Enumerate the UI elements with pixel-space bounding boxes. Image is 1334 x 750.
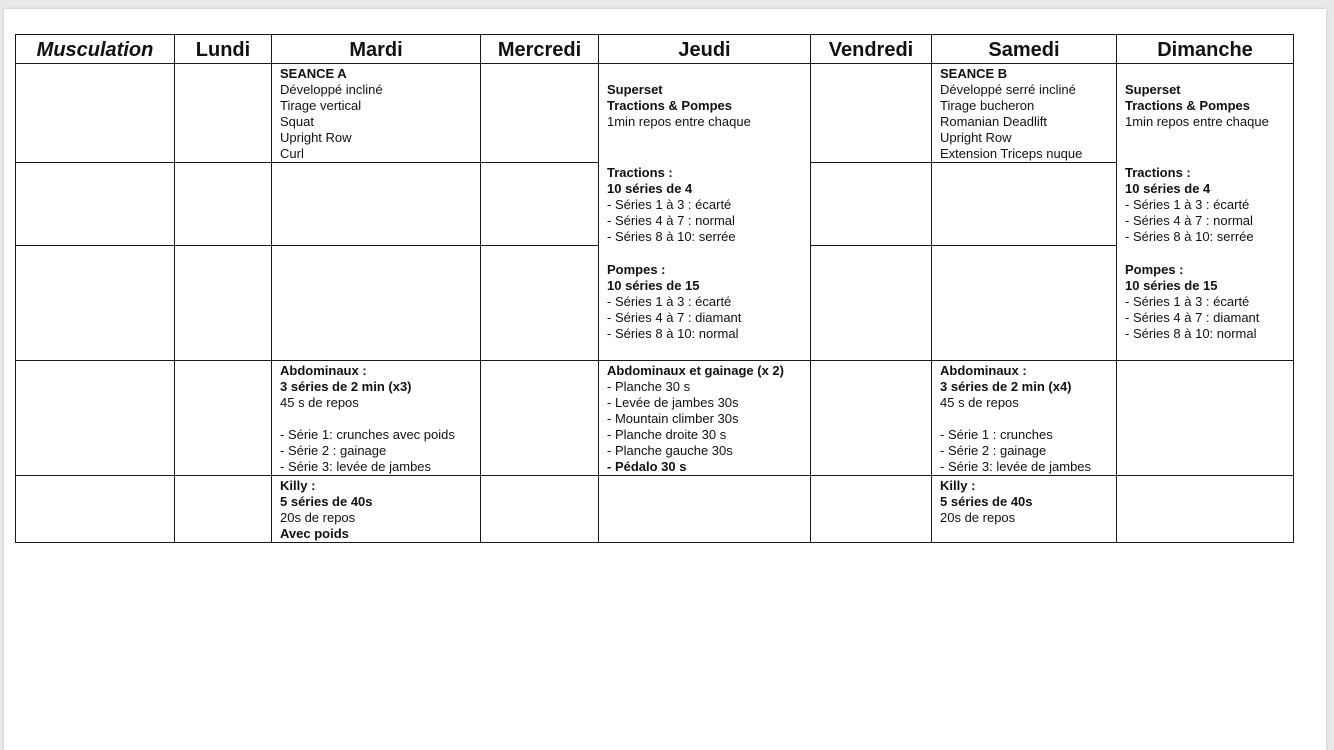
header-lundi: Lundi [175,35,272,64]
empty-cell [481,476,599,543]
header-samedi: Samedi [932,35,1117,64]
seance-title: SEANCE B [940,66,1008,81]
abdos-item: - Série 3: levée de jambes [280,459,432,474]
dimanche-tractions-cell [1117,163,1294,246]
superset-title: Superset [1125,82,1181,97]
tractions-item: - Séries 8 à 10: serrée [1125,228,1254,244]
tractions-item: - Séries 4 à 7 : normal [1125,212,1253,228]
killy-title: Killy : [940,478,976,493]
abdos-item: - Planche droite 30 s [607,427,727,442]
table-row [16,163,1294,246]
tractions-item: - Séries 8 à 10: serrée [607,228,736,244]
exercise-item: Upright Row [940,130,1012,145]
abdos-rest: 45 s de repos [280,395,359,410]
abdos-sets: 3 séries de 2 min (x3) [280,379,412,394]
exercise-item: Extension Triceps nuque [940,146,1083,161]
empty-cell [175,361,272,476]
superset-name: Tractions & Pompes [607,98,732,113]
tractions-sets: 10 séries de 4 [1125,180,1211,196]
pompes-item: - Séries 1 à 3 : écarté [1125,293,1250,309]
abdos-item: - Série 2 : gainage [280,443,387,458]
abdos-item: - Série 1 : crunches [940,427,1053,442]
tractions-sets: 10 séries de 4 [607,180,693,196]
spacer [280,411,473,427]
mardi-killy-cell [272,476,481,543]
tractions-item: - Séries 1 à 3 : écarté [1125,196,1250,212]
tractions-item: - Séries 1 à 3 : écarté [607,196,732,212]
abdos-item: - Série 3: levée de jambes [940,459,1092,474]
samedi-abdos-cell [932,361,1117,476]
killy-sets: 5 séries de 40s [940,494,1033,509]
seance-title: SEANCE A [280,66,347,81]
empty-cell [932,246,1117,361]
training-schedule-table [15,34,1294,543]
abdos-sets: 3 séries de 2 min (x4) [940,379,1072,394]
abdos-title: Abdominaux : [940,363,1027,378]
empty-cell [481,246,599,361]
table-row [16,361,1294,476]
empty-cell [811,361,932,476]
empty-cell [16,476,175,543]
empty-cell [811,246,932,361]
empty-cell [599,476,811,543]
killy-rest: 20s de repos [940,510,1016,525]
exercise-item: Curl [280,146,304,161]
samedi-killy-cell [932,476,1117,543]
dimanche-pompes-cell [1117,246,1294,361]
jeudi-superset-cell [599,64,811,163]
abdos-item: - Série 2 : gainage [940,443,1047,458]
exercise-item: Squat [280,114,314,129]
table-row [16,246,1294,361]
empty-cell [175,163,272,246]
table-row [16,476,1294,543]
jeudi-pompes-cell [599,246,811,361]
abdos-title: Abdominaux : [280,363,367,378]
abdos-rest: 45 s de repos [940,395,1019,410]
exercise-item: Tirage vertical [280,98,362,113]
samedi-seance-cell [932,64,1117,163]
superset-rest: 1min repos entre chaque [1125,114,1269,129]
document-page [4,9,1326,750]
abdos-item: - Levée de jambes 30s [607,395,739,410]
killy-extra: Avec poids [280,526,349,541]
empty-cell [175,64,272,163]
jeudi-abdos-cell [599,361,811,476]
empty-cell [811,64,932,163]
abdos-item: - Série 1: crunches avec poids [280,427,455,442]
empty-cell [1117,361,1294,476]
killy-sets: 5 séries de 40s [280,494,373,509]
mardi-seance-cell [272,64,481,163]
dimanche-superset-cell [1117,64,1294,163]
header-musculation: Musculation [16,35,175,64]
abdos-item: - Planche 30 s [607,379,691,394]
pompes-title: Pompes : [607,261,666,277]
header-dimanche: Dimanche [1117,35,1294,64]
header-mardi: Mardi [272,35,481,64]
killy-title: Killy : [280,478,316,493]
empty-cell [16,246,175,361]
abdos-item-last: - Pédalo 30 s [607,459,687,474]
tractions-title: Tractions : [1125,164,1191,180]
exercise-item: Développé incliné [280,82,383,97]
empty-cell [811,163,932,246]
exercise-item: Upright Row [280,130,352,145]
table-row [16,64,1294,163]
jeudi-tractions-cell [599,163,811,246]
empty-cell [16,361,175,476]
empty-cell [1117,476,1294,543]
abdos-item: - Planche gauche 30s [607,443,733,458]
exercise-item: Développé serré incliné [940,82,1076,97]
empty-cell [481,163,599,246]
empty-cell [272,246,481,361]
pompes-sets: 10 séries de 15 [1125,277,1218,293]
pompes-title: Pompes : [1125,261,1184,277]
pompes-item: - Séries 8 à 10: normal [1125,325,1257,341]
empty-cell [16,163,175,246]
pompes-item: - Séries 1 à 3 : écarté [607,293,732,309]
empty-cell [481,64,599,163]
empty-cell [811,476,932,543]
header-jeudi: Jeudi [599,35,811,64]
superset-name: Tractions & Pompes [1125,98,1250,113]
empty-cell [272,163,481,246]
spacer [940,411,1109,427]
header-vendredi: Vendredi [811,35,932,64]
tractions-title: Tractions : [607,164,673,180]
empty-cell [175,246,272,361]
pompes-item: - Séries 8 à 10: normal [607,325,739,341]
pompes-sets: 10 séries de 15 [607,277,700,293]
pompes-item: - Séries 4 à 7 : diamant [607,309,742,325]
tractions-item: - Séries 4 à 7 : normal [607,212,735,228]
abdos-title: Abdominaux et gainage (x 2) [607,363,784,378]
exercise-item: Tirage bucheron [940,98,1035,113]
empty-cell [481,361,599,476]
header-mercredi: Mercredi [481,35,599,64]
pompes-item: - Séries 4 à 7 : diamant [1125,309,1260,325]
exercise-item: Romanian Deadlift [940,114,1047,129]
header-row [16,35,1294,64]
abdos-item: - Mountain climber 30s [607,411,739,426]
empty-cell [16,64,175,163]
empty-cell [175,476,272,543]
superset-rest: 1min repos entre chaque [607,114,751,129]
superset-title: Superset [607,82,663,97]
killy-rest: 20s de repos [280,510,356,525]
mardi-abdos-cell [272,361,481,476]
empty-cell [932,163,1117,246]
